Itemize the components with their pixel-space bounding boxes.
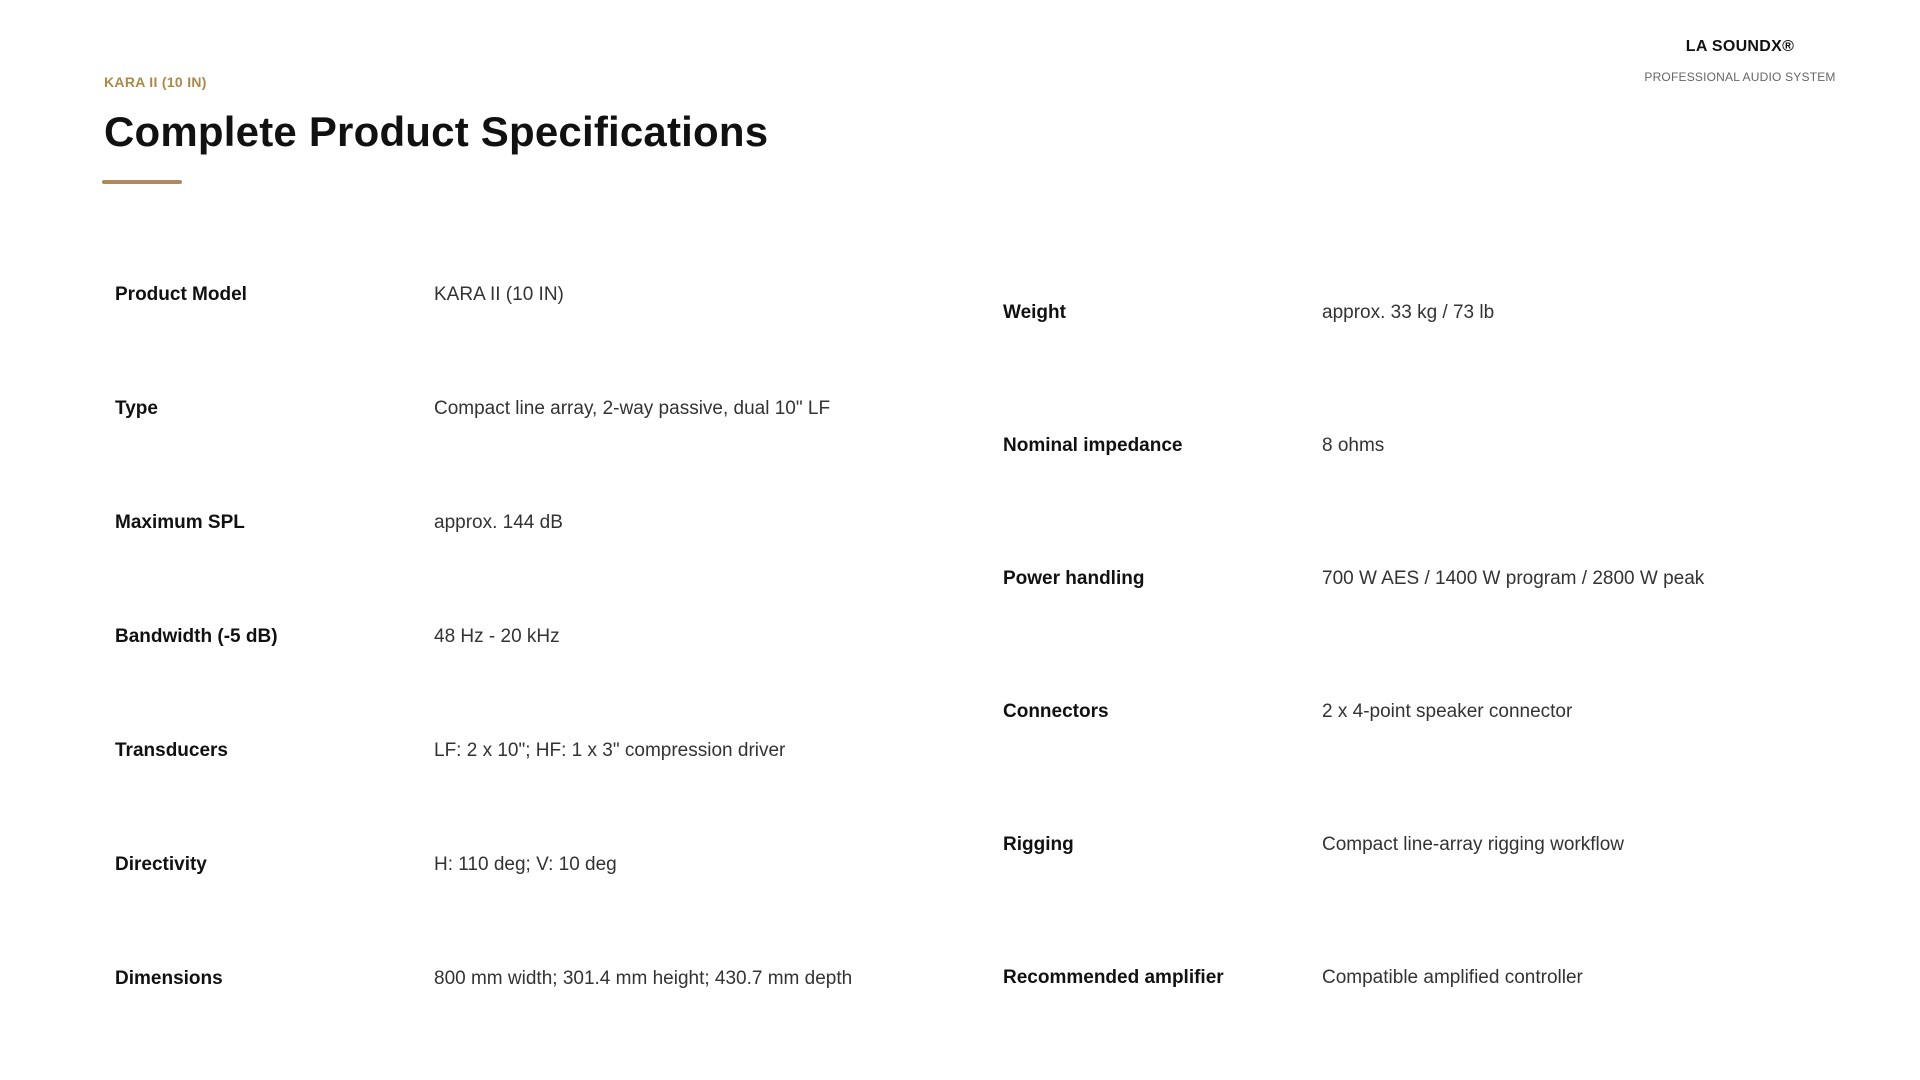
spec-value: Compatible amplified controller — [1322, 966, 1583, 988]
spec-label: Dimensions — [115, 968, 223, 989]
spec-value: KARA II (10 IN) — [434, 284, 564, 305]
spec-row-bandwidth — [115, 580, 955, 694]
spec-value: 48 Hz - 20 kHz — [434, 626, 560, 647]
page-title: Complete Product Specifications — [104, 108, 769, 155]
spec-label: Product Model — [115, 284, 247, 305]
spec-label: Nominal impedance — [1003, 434, 1183, 456]
spec-value: H: 110 deg; V: 10 deg — [434, 854, 617, 875]
spec-label: Type — [115, 398, 158, 419]
spec-row-directivity — [115, 808, 955, 922]
spec-label: Maximum SPL — [115, 512, 245, 533]
spec-column-left — [115, 238, 955, 1036]
spec-row-nominal-impedance — [1003, 379, 1843, 512]
spec-label: Recommended amplifier — [1003, 966, 1224, 988]
spec-label: Weight — [1003, 301, 1066, 323]
spec-value: Compact line array, 2-way passive, dual 10" LF — [434, 398, 831, 419]
brand-block — [1610, 38, 1870, 84]
title-underline — [102, 180, 182, 184]
spec-row-power-handling — [1003, 512, 1843, 645]
brand-name: LA SOUNDX® — [1685, 38, 1795, 55]
brand-tagline: PROFESSIONAL AUDIO SYSTEM — [1644, 70, 1836, 84]
spec-value: 8 ohms — [1322, 434, 1385, 456]
spec-row-dimensions — [115, 922, 955, 1036]
spec-column-right — [1003, 246, 1843, 1044]
spec-value: approx. 33 kg / 73 lb — [1322, 301, 1495, 323]
spec-row-recommended-amplifier — [1003, 911, 1843, 1044]
spec-value: 2 x 4-point speaker connector — [1322, 700, 1573, 722]
spec-row-type — [115, 352, 955, 466]
spec-row-maximum-spl — [115, 466, 955, 580]
spec-label: Transducers — [115, 740, 228, 761]
spec-label: Bandwidth (-5 dB) — [115, 626, 278, 647]
spec-row-product-model — [115, 238, 955, 352]
spec-label: Rigging — [1003, 833, 1074, 855]
spec-value: Compact line-array rigging workflow — [1322, 833, 1624, 855]
spec-row-connectors — [1003, 645, 1843, 778]
spec-value: approx. 144 dB — [434, 512, 563, 533]
spec-value: 700 W AES / 1400 W program / 2800 W peak — [1322, 567, 1705, 589]
spec-label: Power handling — [1003, 567, 1145, 589]
spec-row-rigging — [1003, 778, 1843, 911]
spec-row-transducers — [115, 694, 955, 808]
spec-label: Connectors — [1003, 700, 1109, 722]
product-eyebrow: KARA II (10 IN) — [104, 74, 207, 90]
spec-label: Directivity — [115, 854, 207, 875]
spec-value: 800 mm width; 301.4 mm height; 430.7 mm depth — [434, 968, 853, 989]
spec-value: LF: 2 x 10"; HF: 1 x 3" compression driver — [434, 740, 786, 761]
spec-row-weight — [1003, 246, 1843, 379]
